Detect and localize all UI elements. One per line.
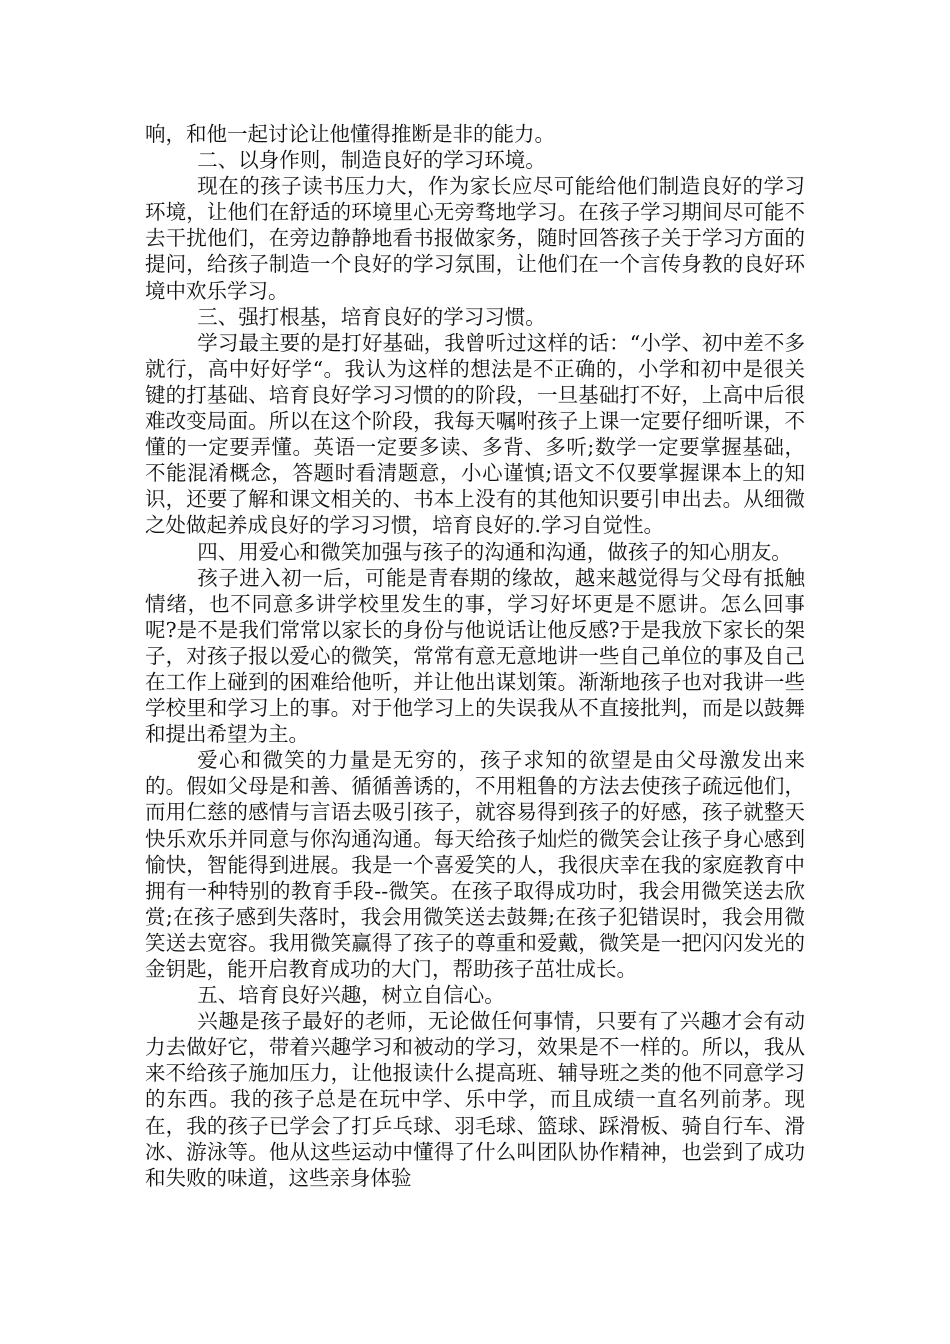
document-body	[145, 121, 805, 1191]
paragraph-communication: 孩子进入初一后，可能是青春期的缘故，越来越觉得与父母有抵触情绪，也不同意多讲学校里发生的事，学习好坏更是不愿讲。怎么回事呢?是不是我们常常以家长的身份与他说话让他反感?于是我放下家长的架子，对孩子报以爱心的微笑，常常有意无意地讲一些自己单位的事及自己在工作上碰到的困难给他听，并让他出谋划策。渐渐地孩子也对我讲一些学校里和学习上的事。对于他学习上的失误我从不直接批判，而是以鼓舞和提出希望为主。	[145, 565, 805, 747]
paragraph-continuation: 响，和他一起讨论让他懂得推断是非的能力。	[145, 122, 555, 146]
section-heading-3: 三、强打根基，培育良好的学习习惯。	[197, 304, 546, 329]
paragraph-interests: 兴趣是孩子最好的老师，无论做任何事情，只要有了兴趣才会有动力去做好它，带着兴趣学习和被动的学习，效果是不一样的。所以，我从来不给孩子施加压力，让他报读什么提高班、辅导班之类的他不同意学习的东西。我的孩子总是在玩中学、乐中学，而且成绩一直名列前茅。现在，我的孩子已学会了打乒乓球、羽毛球、篮球、踩滑板、骑自行车、滑冰、游泳等。他从这些运动中懂得了什么叫团队协作精神，也尝到了成功和失败的味道，这些亲身体验	[145, 1009, 805, 1190]
section-heading-2: 二、以身作则，制造良好的学习环境。	[197, 148, 546, 173]
paragraph-smile-power: 爱心和微笑的力量是无穷的，孩子求知的欲望是由父母激发出来的。假如父母是和善、循循善诱的，不用粗鲁的方法去使孩子疏远他们，而用仁慈的感情与言语去吸引孩子，就容易得到孩子的好感，孩子就整天快乐欢乐并同意与你沟通沟通。每天给孩子灿烂的微笑会让孩子身心感到愉快，智能得到进展。我是一个喜爱笑的人，我很庆幸在我的家庭教育中拥有一种特别的教育手段--微笑。在孩子取得成功时，我会用微笑送去欣赏;在孩子感到失落时，我会用微笑送去鼓舞;在孩子犯错误时，我会用微笑送去宽容。我用微笑赢得了孩子的尊重和爱戴，微笑是一把闪闪发光的金钥匙，能开启教育成功的大门，帮助孩子茁壮成长。	[145, 748, 805, 981]
section-heading-5: 五、培育良好兴趣，树立自信心。	[197, 983, 505, 1008]
paragraph-study-habits: 学习最主要的是打好基础，我曾听过这样的话：“小学、初中差不多就行，高中好好学“。我认为这样的想法是不正确的，小学和初中是很关键的打基础、培育良好学习习惯的的阶段，一旦基础打不好，上高中后很难改变局面。所以在这个阶段，我每天嘱咐孩子上课一定要仔细听课，不懂的一定要弄懂。英语一定要多读、多背、多听;数学一定要掌握基础，不能混淆概念，答题时看清题意，小心谨慎;语文不仅要掌握课本上的知识，还要了解和课文相关的、书本上没有的其他知识要引申出去。从细微之处做起养成良好的学习习惯，培育良好的.学习自觉性。	[145, 330, 805, 538]
paragraph-learning-environment: 现在的孩子读书压力大，作为家长应尽可能给他们制造良好的学习环境，让他们在舒适的环境里心无旁骛地学习。在孩子学习期间尽可能不去干扰他们，在旁边静静地看书报做家务，随时回答孩子关于学习方面的提问，给孩子制造一个良好的学习氛围，让他们在一个言传身教的良好环境中欢乐学习。	[145, 174, 805, 303]
section-heading-4: 四、用爱心和微笑加强与孩子的沟通和沟通，做孩子的知心朋友。	[197, 539, 792, 564]
